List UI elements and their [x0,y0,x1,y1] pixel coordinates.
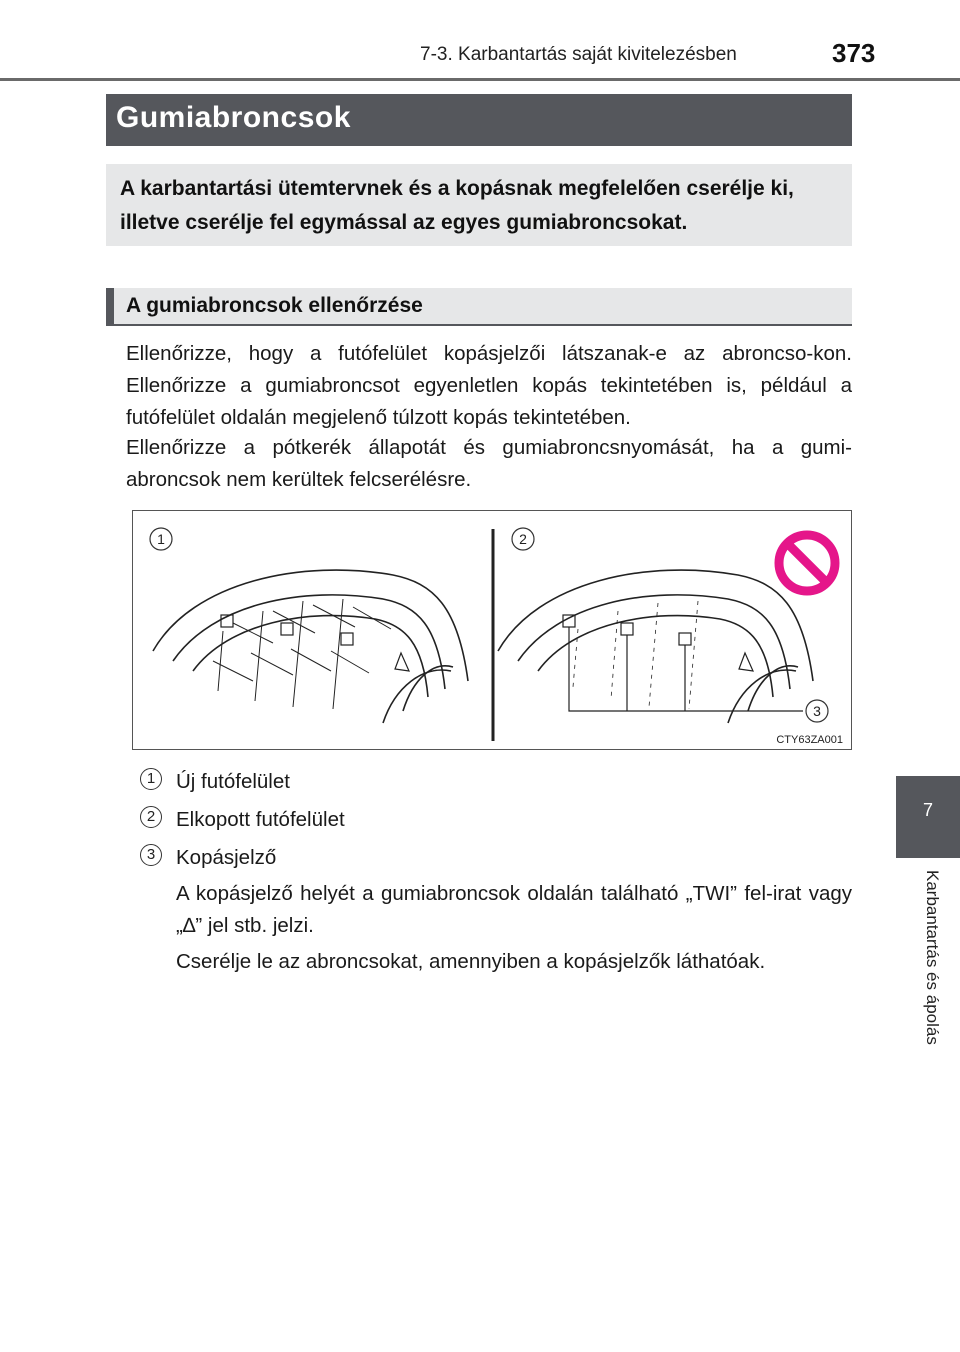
figure-code: CTY63ZA001 [776,734,843,746]
callout-2 [512,528,534,550]
page-number: 373 [832,38,876,68]
legend-num-1: 1 [140,768,162,790]
legend-worn-tread: Elkopott futófelület [176,808,345,831]
paragraph-check-tread: Ellenőrizze, hogy a futófelület kopásjelzői látszanak-e az abroncso-kon. Ellenőrizze a gumiabroncsot egyenletlen kopás tekintetében is, például a futófelület oldalán megjelenő túlzott kopás tekintetében. [126,342,852,429]
intro-text: A karbantartási ütemtervnek és a kopásnak megfelelően cserélje ki, illetve cserélje fel egymással az egyes gumiabroncsokat. [120,177,794,234]
section-header: 7-3. Karbantartás saját kivitelezésben [420,44,737,65]
legend-wear-indicator: Kopásjelző [176,846,277,869]
legend-new-tread: Új futófelület [176,770,290,793]
page-title: Gumiabroncsok [116,101,351,134]
subsection-accent [106,288,114,326]
callout-1-label: 1 [157,531,165,547]
tire-illustration [133,511,851,749]
callout-3 [806,700,828,722]
callout-3-label: 3 [813,703,821,719]
subsection-title: A gumiabroncsok ellenőrzése [126,294,423,317]
header-rule [0,78,960,81]
new-tread-tire [153,570,468,723]
legend-num-3: 3 [140,844,162,866]
tire-tread-figure [132,510,852,750]
note-replace-tires: Cserélje le az abroncsokat, amennyiben a kopásjelzők láthatóak. [176,950,766,973]
note-twi-location: A kopásjelző helyét a gumiabroncsok oldalán található „TWI” fel-irat vagy „∆” jel stb. jelzi. [176,882,852,937]
chapter-label: Karbantartás és ápolás [923,870,942,1045]
callout-2-label: 2 [519,531,527,547]
paragraph-spare-tire: Ellenőrizze a pótkerék állapotát és gumiabroncsnyomását, ha a gumi-abroncsok nem kerültek felcserélésre. [126,436,852,491]
callout-1 [150,528,172,550]
worn-tread-tire [498,570,813,723]
prohibited-icon [779,535,835,591]
legend-num-2: 2 [140,806,162,828]
chapter-number: 7 [922,800,933,820]
